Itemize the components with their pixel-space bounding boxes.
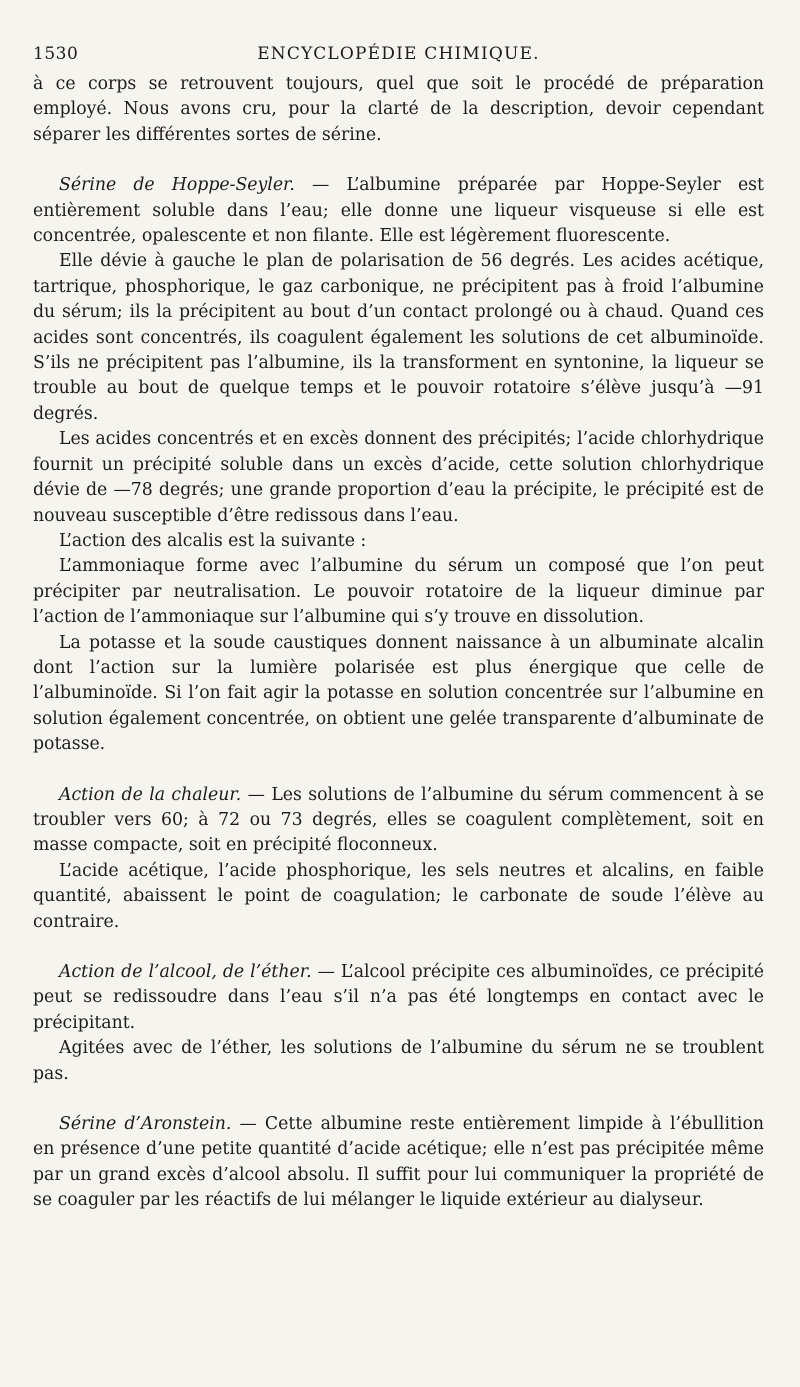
section-title: Action de l’alcool, de l’éther. — [59, 962, 312, 982]
section-title: Sérine d’Aronstein. — [59, 1114, 232, 1135]
page-header — [33, 44, 764, 70]
paragraph: La potasse et la soude caustiques donnent naissance à un albuminate alcalin dont l’action sur la lumière polarisée est plus énergique que celle de l’albuminoïde. Si l’on fait agir la potasse en solution concentrée sur l’albumine en solution également concentrée, on obtient une gelée transparente d’albuminate de potasse. — [33, 632, 764, 755]
running-title: ENCYCLOPÉDIE CHIMIQUE. — [257, 44, 540, 64]
section-title: Action de la chaleur. — [59, 784, 242, 805]
paragraph: L’ammoniaque forme avec l’albumine du sérum un composé que l’on peut précipiter par neutralisation. Le pouvoir rotatoire de la liqueur diminue par l’action de l’ammoniaque sur l’albumine qui s’y trouve en dissolution. — [33, 556, 764, 628]
section-serine-hoppe-seyler: Sérine de Hoppe-Seyler. — L’albumine préparée par Hoppe-Seyler est entièrement soluble dans l’eau; elle donne une liqueur visqueuse si elle est concentrée, opalescente et non filante. Elle est légèrement fluorescente. — [33, 175, 764, 247]
paragraph: Les acides concentrés et en excès donnent des précipités; l’acide chlorhydrique fournit un précipité soluble dans un excès d’acide, cette solution chlorhydrique dévie de —78 degrés; une grande proportion d’eau la précipite, le précipité est de nouveau susceptible d’être redissous dans l’eau. — [33, 429, 764, 526]
paragraph: L’action des alcalis est la suivante : — [59, 530, 367, 551]
section-serine-aronstein: Sérine d’Aronstein. — Cette albumine reste entièrement limpide à l’ébullition en présence d’une petite quantité d’acide acétique; elle n’est pas précipitée même par un grand excès d’alcool absolu. Il suffit pour lui communiquer la propriété de se coaguler par les réactifs de lui mélanger le liquide extérieur au dialyseur. — [33, 1114, 764, 1211]
section-action-alcool-ether: Action de l’alcool, de l’éther. — L’alcool précipite ces albuminoïdes, ce précipité peut se redissoudre dans l’eau s’il n’a pas été longtemps en contact avec le précipitant. — [33, 962, 764, 1033]
paragraph: à ce corps se retrouvent toujours, quel que soit le procédé de préparation employé. Nous avons cru, pour la clarté de la description, devoir cependant séparer les différentes sortes de sérine. — [33, 74, 764, 145]
page-number: 1530 — [33, 44, 79, 64]
paragraph: L’acide acétique, l’acide phosphorique, les sels neutres et alcalins, en faible quantité, abaissent le point de coagulation; le carbonate de soude l’élève au contraire. — [33, 860, 764, 932]
paragraph: Agitées avec de l’éther, les solutions de l’albumine du sérum ne se troublent pas. — [33, 1038, 764, 1084]
page-body — [33, 72, 764, 1214]
paragraph: Elle dévie à gauche le plan de polarisation de 56 degrés. Les acides acétique, tartrique, phosphorique, le gaz carbonique, ne précipitent pas à froid l’albumine du sérum; ils la précipitent au bout d’un contact prolongé ou à chaud. Quand ces acides sont concentrés, ils coagulent également les solutions de cet albuminoïde. S’ils ne précipitent pas l’albumine, ils la transforment en syntonine, la liqueur se trouble au bout de quelque temps et le pouvoir rotatoire s’élève jusqu’à —91 degrés. — [33, 251, 764, 424]
section-action-chaleur: Action de la chaleur. — Les solutions de l’albumine du sérum commencent à se troubler vers 60; à 72 ou 73 degrés, elles se coagulent complètement, soit en masse compacte, soit en précipité floconneux. — [33, 784, 764, 856]
section-title: Sérine de Hoppe-Seyler. — [59, 175, 295, 196]
